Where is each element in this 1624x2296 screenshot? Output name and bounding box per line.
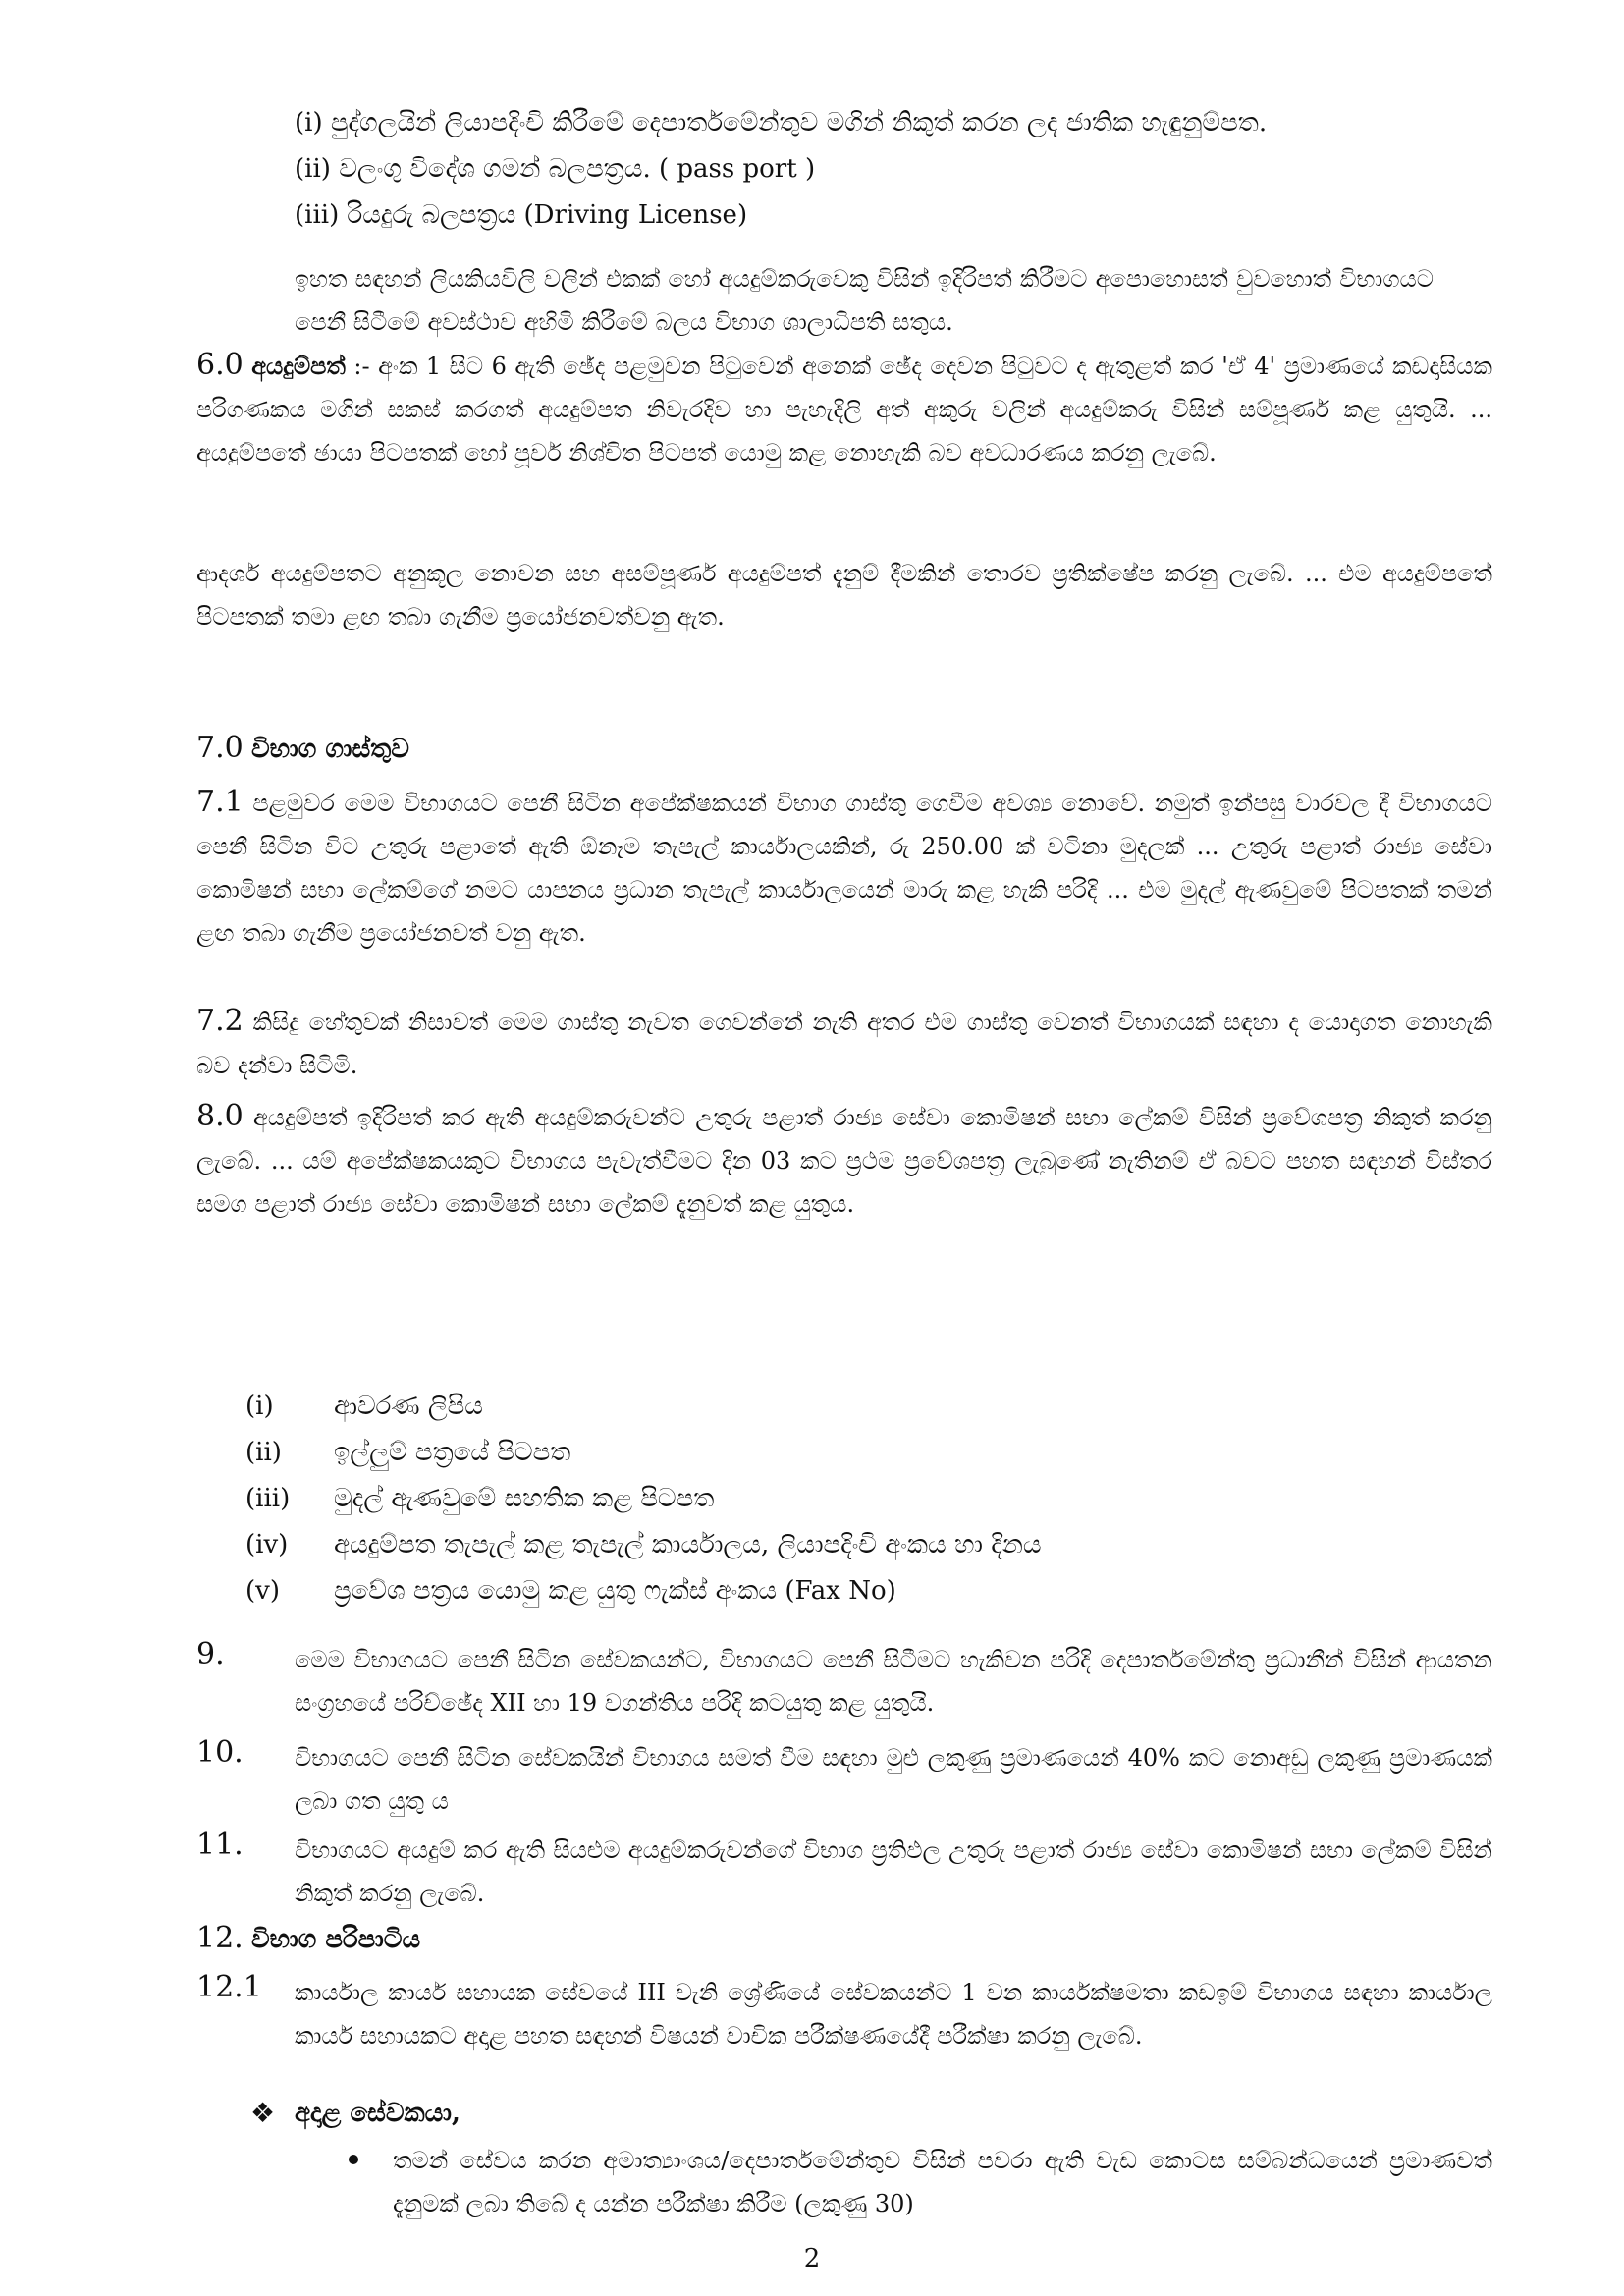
section-9-number: 9. — [196, 1637, 225, 1671]
section-7-title: 7.0 විභාග ගාස්තුව — [196, 731, 409, 765]
id-list-item-1: (i) පුද්ගලයින් ලියාපදිංචි කිරීමේ දෙපාර්තමේන්තුව මගින් නිකුත් කරන ලද ජාතික හැඳුනුම්පත. — [295, 108, 1268, 137]
section-12-bullet-1: තමන් සේවය කරන අමාත්‍යාංශය/දෙපාර්තමේන්තුව විසින් පවරා ඇති වැඩ කොටස සම්බන්ධයෙන් ප්‍රමාණවත් දැනුමක් ලබා තිබේ ද යන්න පරීක්ෂා කිරීම (ලකුණු 30) — [393, 2147, 1492, 2217]
section-12-title: 12. විභාග පරිපාටිය — [196, 1921, 421, 1955]
section-8-list-item-1: (i) ආවරණ ලිපිය — [245, 1392, 483, 1421]
section-8-list-item-4: (iv) අයදුම්පත තැපැල් කළ තැපැල් කාර්යාලය, ලියාපදිංචි අංකය හා දිනය — [245, 1530, 1042, 1559]
section-6-text: :- අංක 1 සිට 6 ඇති ඡේද පළමුවන පිටුවෙන් අනෙක් ඡේද දෙවන පිටුවට ද ඇතුළත් කර 'ඒ 4' ප්‍රමාණයේ කඩදාසියක පරිගණකය මගින් සකස් කරගත් අයදුම්පත නිවැරදිව හා පැහැදිලි අත් අකුරු වලින් අයදුම්කරු විසින් සම්පූර්ණ කළ යුතුයි. ... අයදුම්පතේ ඡායා පිටපතක් හෝ පූර්ව නිශ්චිත පිටපත් යොමු කළ නොහැකි බව අවධාරණය කරනු ලැබේ. — [196, 353, 1492, 466]
section-9-text: මෙම විභාගයට පෙනී සිටින සේවකයන්ට, විභාගයට පෙනී සිටීමට හැකිවන පරිදි දෙපාර්තමේන්තු ප්‍රධානීන් විසින් ආයතන සංග්‍රහයේ පරිච්ඡේද XII හා 19 වගන්තිය පරිදි කටයුතු කළ යුතුයි. — [295, 1646, 1492, 1717]
section-8-list-item-5: (v) ප්‍රවේශ පත්‍රය යොමු කළ යුතු ෆැක්ස් අංකය (Fax No) — [245, 1576, 896, 1606]
section-10-number: 10. — [196, 1735, 244, 1770]
id-note: ඉහත සඳහන් ලියකියවිලි වලින් එකක් හෝ අයදුම්කරුවෙකු විසින් ඉදිරිපත් කිරීමට අපොහොසත් වුවහොත් විභාගයට පෙනී සිටීමේ අවස්ථාව අහිමි කිරීමේ බලය විභාග ශාලාධිපති සතුය. — [295, 265, 1434, 336]
section-6-heading: අයදුම්පත් — [251, 352, 346, 380]
section-6-number: 6.0 — [196, 348, 244, 382]
id-list-item-3: (iii) රියදුරු බලපත්‍රය (Driving License) — [295, 200, 748, 230]
section-8: 8.0 අයදුම්පත් ඉදිරිපත් කර ඇති අයදුම්කරුවන්ට උතුරු පළාත් රාජ්‍ය සේවා කොමිෂන් සභා ලේකම් විසින් ප්‍රවේශපත්‍ර නිකුත් කරනු ලැබේ. ... යම් අපේක්ෂකයකුට විභාගය පැවැත්වීමට දින 03 කට ප්‍රථම ප්‍රවේශපත්‍ර ලැබුණේ නැතිනම් ඒ බවට පහත සඳහන් විස්තර සමග පළාත් රාජ්‍ය සේවා කොමිෂන් සභා ලේකම් දැනුවත් කළ යුතුය. — [196, 1099, 1492, 1218]
section-11-number: 11. — [196, 1828, 244, 1862]
section-7-1: 7.1 පළමුවර මෙම විභාගයට පෙනී සිටින අපේක්ෂකයන් විභාග ගාස්තු ගෙවීම අවශ්‍ය නොවේ. නමුත් ඉන්පසු වාරවල දී විභාගයට පෙනී සිටින විට උතුරු පළාතේ ඇති ඕනෑම තැපැල් කාර්යාලයකින්, රු 250.00 ක් වටිනා මුදලක් ... උතුරු පළාත් රාජ්‍ය සේවා කොමිෂන් සභා ලේකම්ගේ නමට යාපනය ප්‍රධාන තැපැල් කාර්යාලයෙන් මාරු කළ හැකි පරිදි ... එම මුදල් ඇණවුමේ පිටපතක් තමන් ළඟ තබා ගැනීම ප්‍රයෝජනවත් වනු ඇත. — [196, 785, 1492, 947]
section-11-text: විභාගයට අයදුම් කර ඇති සියළුම අයදුම්කරුවන්ගේ විභාග ප්‍රතිඵල උතුරු පළාත් රාජ්‍ය සේවා කොමිෂන් සභා ලේකම් විසින් නිකුත් කරනු ලැබේ. — [295, 1836, 1492, 1907]
diamond-bullet-icon: ❖ — [250, 2097, 276, 2129]
page-number: 2 — [803, 2244, 821, 2273]
section-6-para-1 — [196, 344, 1492, 474]
bullet-icon — [349, 2155, 358, 2164]
section-8-list-item-2: (ii) ඉල්ලුම් පත්‍රයේ පිටපත — [245, 1438, 571, 1467]
section-6-para-2: ආදර්ශ අයදුම්පතට අනුකූල නොවන සහ අසම්පූර්ණ අයදුම්පත් දැනුම් දීමකින් තොරව ප්‍රතික්ෂේප කරනු ලැබේ. ... එම අයදුම්පතේ පිටපතක් තමා ළඟ තබා ගැනීම ප්‍රයෝජනවත්වනු ඇත. — [196, 560, 1492, 630]
section-7-2: 7.2 කිසිදු හේතුවක් නිසාවත් මෙම ගාස්තු නැවත ගෙවන්නේ නැති අතර එම ගාස්තු වෙනත් විභාගයක් සඳහා ද යොදාගත නොහැකි බව දන්වා සිටිමි. — [196, 1004, 1492, 1079]
section-8-list-item-3: (iii) මුදල් ඇණවුමේ සහතික කළ පිටපත — [245, 1484, 715, 1513]
section-10-text: විභාගයට පෙනී සිටින සේවකයින් විභාගය සමත් වීම සඳහා මුළු ලකුණු ප්‍රමාණයෙන් 40% කට නොඅඩු ලකුණු ප්‍රමාණයක් ලබා ගත යුතු ය — [295, 1744, 1492, 1815]
section-12-1-text: කාර්යාල කාර්ය සහායක සේවයේ III වැනි ශ්‍රේණියේ සේවකයන්ට 1 වන කාර්යක්ෂමතා කඩඉම් විභාගය සඳහා කාර්යාල කාර්ය සහායකට අදාළ පහත සඳහන් විෂයන් වාචික පරීක්ෂණයේදී පරීක්ෂා කරනු ලැබේ. — [295, 1979, 1492, 2050]
section-12-1-number: 12.1 — [196, 1970, 262, 2004]
section-12-sub-heading: අදාළ සේවකයා, — [295, 2099, 460, 2128]
id-list-item-2: (ii) වලංගු විදේශ ගමන් බලපත්‍රය. ( pass port ) — [295, 154, 816, 184]
